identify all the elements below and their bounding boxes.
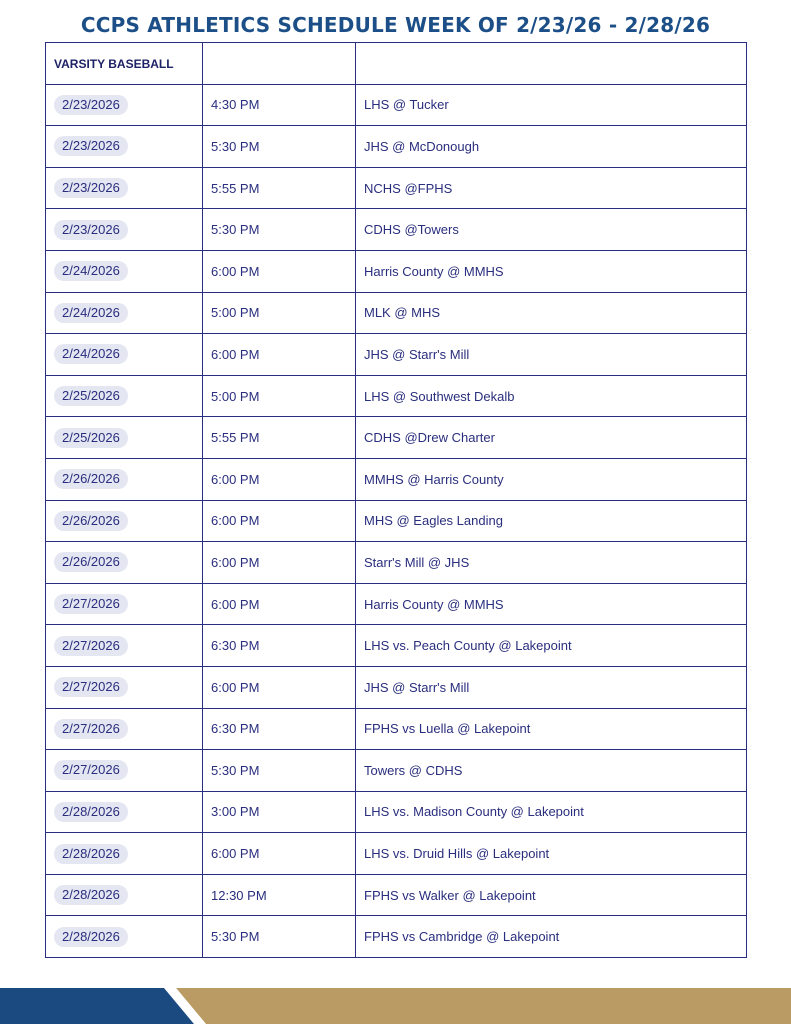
time-cell: 4:30 PM — [203, 84, 356, 126]
date-badge: 2/28/2026 — [54, 802, 128, 822]
date-cell — [46, 84, 203, 126]
date-badge: 2/24/2026 — [54, 303, 128, 323]
table-row — [46, 708, 747, 750]
time-cell: 5:55 PM — [203, 417, 356, 459]
game-cell: LHS vs. Peach County @ Lakepoint — [356, 625, 747, 667]
game-cell: NCHS @FPHS — [356, 167, 747, 209]
date-badge: 2/24/2026 — [54, 344, 128, 364]
date-cell — [46, 916, 203, 958]
time-cell: 6:00 PM — [203, 666, 356, 708]
game-cell: CDHS @Towers — [356, 209, 747, 251]
table-row — [46, 209, 747, 251]
game-cell: CDHS @Drew Charter — [356, 417, 747, 459]
game-cell: FPHS vs Cambridge @ Lakepoint — [356, 916, 747, 958]
date-badge: 2/28/2026 — [54, 927, 128, 947]
date-badge: 2/26/2026 — [54, 511, 128, 531]
section-label: VARSITY BASEBALL — [54, 56, 174, 71]
table-row — [46, 126, 747, 168]
date-cell — [46, 375, 203, 417]
table-row — [46, 250, 747, 292]
section-header-cell-3 — [356, 43, 747, 85]
game-cell: MHS @ Eagles Landing — [356, 500, 747, 542]
game-cell: LHS vs. Madison County @ Lakepoint — [356, 791, 747, 833]
game-cell: JHS @ Starr's Mill — [356, 666, 747, 708]
page-title: CCPS ATHLETICS SCHEDULE WEEK OF 2/23/26 - 2/28/26 — [80, 13, 711, 37]
date-cell — [46, 542, 203, 584]
date-badge: 2/27/2026 — [54, 677, 128, 697]
date-cell — [46, 292, 203, 334]
table-row — [46, 292, 747, 334]
date-cell — [46, 334, 203, 376]
game-cell: Starr's Mill @ JHS — [356, 542, 747, 584]
section-header-cell-2 — [203, 43, 356, 85]
date-cell — [46, 625, 203, 667]
time-cell: 5:00 PM — [203, 292, 356, 334]
time-cell: 6:30 PM — [203, 625, 356, 667]
time-cell: 5:30 PM — [203, 126, 356, 168]
time-cell: 6:00 PM — [203, 500, 356, 542]
table-row — [46, 458, 747, 500]
date-badge: 2/25/2026 — [54, 428, 128, 448]
section-label-cell — [46, 43, 203, 85]
schedule-table-body — [46, 43, 747, 958]
game-cell: Towers @ CDHS — [356, 750, 747, 792]
time-cell: 6:00 PM — [203, 458, 356, 500]
date-cell — [46, 708, 203, 750]
time-cell: 6:00 PM — [203, 583, 356, 625]
date-badge: 2/23/2026 — [54, 136, 128, 156]
date-cell — [46, 791, 203, 833]
time-cell: 6:00 PM — [203, 542, 356, 584]
time-cell: 3:00 PM — [203, 791, 356, 833]
table-row — [46, 791, 747, 833]
date-cell — [46, 666, 203, 708]
date-badge: 2/23/2026 — [54, 220, 128, 240]
date-cell — [46, 167, 203, 209]
date-badge: 2/25/2026 — [54, 386, 128, 406]
game-cell: Harris County @ MMHS — [356, 583, 747, 625]
table-row — [46, 375, 747, 417]
table-row — [46, 666, 747, 708]
date-badge: 2/23/2026 — [54, 95, 128, 115]
date-badge: 2/28/2026 — [54, 885, 128, 905]
table-row — [46, 84, 747, 126]
table-row — [46, 874, 747, 916]
game-cell: JHS @ Starr's Mill — [356, 334, 747, 376]
table-row — [46, 500, 747, 542]
date-badge: 2/27/2026 — [54, 719, 128, 739]
time-cell: 6:00 PM — [203, 833, 356, 875]
time-cell: 6:00 PM — [203, 250, 356, 292]
date-cell — [46, 250, 203, 292]
date-cell — [46, 583, 203, 625]
table-row — [46, 625, 747, 667]
date-badge: 2/26/2026 — [54, 552, 128, 572]
date-cell — [46, 750, 203, 792]
game-cell: JHS @ McDonough — [356, 126, 747, 168]
game-cell: FPHS vs Walker @ Lakepoint — [356, 874, 747, 916]
date-cell — [46, 874, 203, 916]
footer-bar — [0, 988, 791, 1024]
table-row — [46, 833, 747, 875]
game-cell: MMHS @ Harris County — [356, 458, 747, 500]
game-cell: MLK @ MHS — [356, 292, 747, 334]
time-cell: 6:30 PM — [203, 708, 356, 750]
game-cell: Harris County @ MMHS — [356, 250, 747, 292]
date-cell — [46, 500, 203, 542]
table-row — [46, 417, 747, 459]
date-badge: 2/24/2026 — [54, 261, 128, 281]
date-badge: 2/27/2026 — [54, 636, 128, 656]
date-cell — [46, 417, 203, 459]
table-row — [46, 916, 747, 958]
date-cell — [46, 209, 203, 251]
time-cell: 5:55 PM — [203, 167, 356, 209]
time-cell: 5:30 PM — [203, 750, 356, 792]
date-badge: 2/27/2026 — [54, 760, 128, 780]
footer-gold-band — [176, 988, 791, 1024]
date-cell — [46, 833, 203, 875]
game-cell: FPHS vs Luella @ Lakepoint — [356, 708, 747, 750]
date-badge: 2/27/2026 — [54, 594, 128, 614]
game-cell: LHS vs. Druid Hills @ Lakepoint — [356, 833, 747, 875]
table-row — [46, 167, 747, 209]
time-cell: 5:00 PM — [203, 375, 356, 417]
game-cell: LHS @ Tucker — [356, 84, 747, 126]
time-cell: 5:30 PM — [203, 209, 356, 251]
footer-blue-band — [0, 988, 194, 1024]
time-cell: 5:30 PM — [203, 916, 356, 958]
section-header-row — [46, 43, 747, 85]
date-badge: 2/28/2026 — [54, 844, 128, 864]
date-badge: 2/23/2026 — [54, 178, 128, 198]
date-badge: 2/26/2026 — [54, 469, 128, 489]
time-cell: 6:00 PM — [203, 334, 356, 376]
date-cell — [46, 458, 203, 500]
table-row — [46, 750, 747, 792]
schedule-table — [45, 42, 747, 958]
table-row — [46, 334, 747, 376]
time-cell: 12:30 PM — [203, 874, 356, 916]
game-cell: LHS @ Southwest Dekalb — [356, 375, 747, 417]
table-row — [46, 542, 747, 584]
table-row — [46, 583, 747, 625]
date-cell — [46, 126, 203, 168]
